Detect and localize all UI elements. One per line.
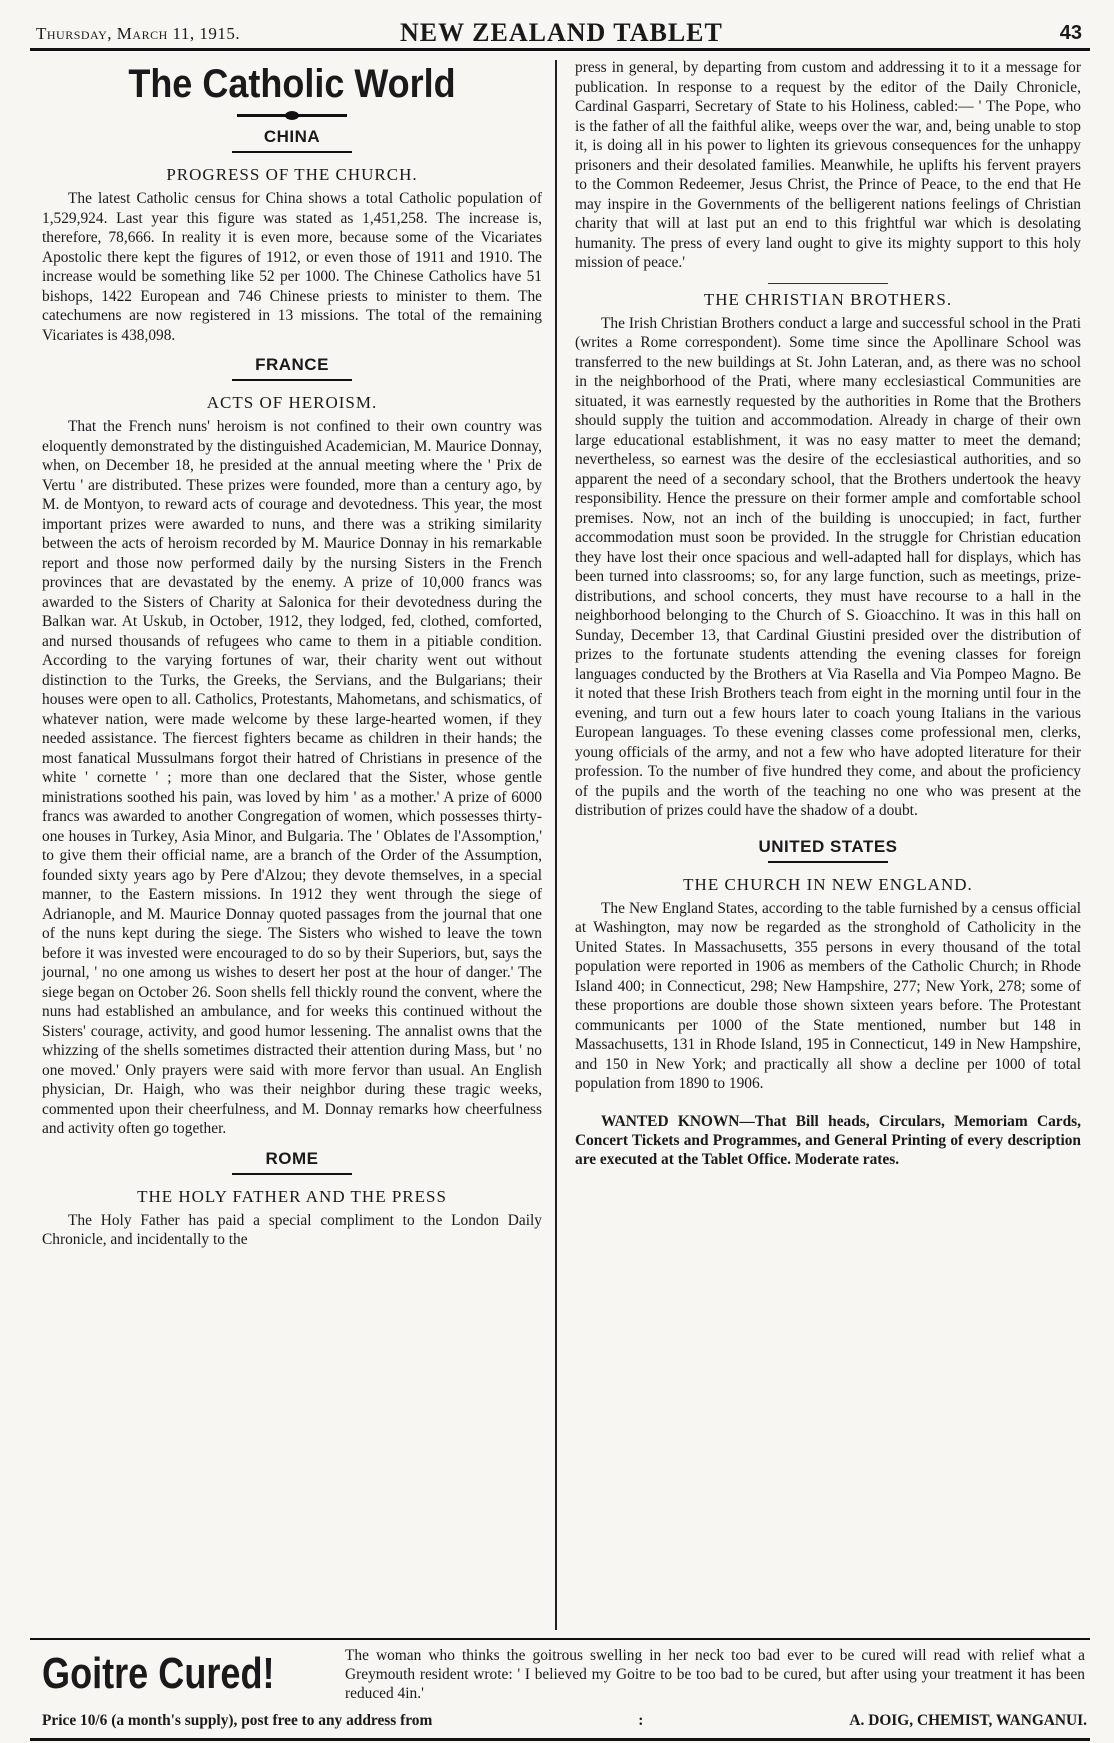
rome-article-title: THE HOLY FATHER AND THE PRESS	[137, 1186, 447, 1206]
goitre-ad-price-line	[42, 1712, 1087, 1730]
usa-heading: UNITED STATES	[758, 836, 898, 856]
rome-article-body-continued: press in general, by departing from custom and addressing it to it a message for publication. In response to a request by the editor of the Daily Chronicle, Cardinal Gasparri, Secretary of State to his Holiness, cabled:— ' The Pope, who is the father of all the faithful alike, weeps over the war, and, being unable to stop it, is doing all in his power to lighten its grievous consequences for the unhappy prisoners and their desolated families. Meanwhile, he uplifts his fervent prayers to the Common Redeemer, Jesus Christ, the Prince of Peace, to the end that He may inspire in the Governments of the belligerent nations feelings of Christian charity that will at last put an end to this frightful war which is desolating humanity. The press of every land ought to give its mighty support to this holy mission of peace.'	[575, 59, 1081, 271]
page-number: 43	[1059, 22, 1082, 44]
advertisement-top-rule	[30, 1638, 1090, 1640]
usa-article-title: THE CHURCH IN NEW ENGLAND.	[683, 874, 973, 894]
france-heading: FRANCE	[255, 355, 329, 374]
page-bottom-rule	[30, 1738, 1090, 1741]
article-divider	[768, 283, 888, 284]
goitre-ad-separator: :	[638, 1712, 644, 1729]
goitre-ad-vendor: A. DOIG, CHEMIST, WANGANUI.	[849, 1712, 1087, 1729]
goitre-ad-headline: Goitre Cured!	[42, 1649, 275, 1698]
right-column	[575, 58, 1081, 1184]
issue-date: Thursday, March 11, 1915.	[36, 24, 241, 43]
printing-advertisement: WANTED KNOWN—That Bill heads, Circulars, Memoriam Cards, Concert Tickets and Programmes, and General Printing of every description are executed at the Tablet Office. Moderate rates.	[575, 1112, 1081, 1168]
france-article-body: That the French nuns' heroism is not confined to their own country was eloquently demonstrated by the distinguished Academician, M. Maurice Donnay, when, on December 18, he presided at the annual meeting where the ' Prix de Vertu ' are distributed. These prizes were founded, more than a century ago, by M. de Montyon, to reward acts of courage and devotedness. This year, the most important prizes were awarded to nuns, and there was a striking similarity between the acts of heroism recorded by M. Maurice Donnay in his remarkable report and those now performed daily by the nursing Sisters in the French provinces that are devastated by the enemy. A prize of 10,000 francs was awarded to the Sisters of Charity at Salonica for their devotedness during the Balkan war. At Uskub, in October, 1912, they lodged, fed, clothed, comforted, and nursed thousands of refugees who came to them in a pitiable condition. According to the varying fortunes of war, their charity went out without distinction to the Turks, the Greeks, the Servians, and the Bulgarians; their houses were open to all. Catholics, Protestants, Mahometans, and schismatics, of whatever nation, were made welcome by these large-hearted women, if they needed assistance. The fiercest fighters became as children in their hands; the most fanatical Mussulmans forgot their hatred of Christians in presence of the white ' cornette ' ; more than one declared that the Sister, whose gentle ministrations soothed his pain, was loved by him ' as a mother.' A prize of 6000 francs was awarded to another Congregation of women, which possesses thirty-one houses in Turkey, Asia Minor, and Bulgaria. The ' Oblates de l'Assomption,' to give them their official name, are a branch of the Order of the Assumption, founded sixty years ago by Pere d'Alzou; they devote themselves, in a special manner, to the Eastern missions. In 1912 they went through the siege of Adrianople, and M. Maurice Donnay quoted passages from the journal that one of the nuns kept during the siege. The Sisters who wished to leave the town before it was invested were encouraged to do so by their Superiors, but, says the journal, ' no one among us wishes to desert her post at the hour of danger.' The siege began on October 26. Soon shells fell thickly round the convent, where the nuns had established an ambulance, and for weeks this continued without the Sisters' courage, activity, and good humor lessening. The annalist owns that the whizzing of the shells sometimes distracted their attention during Mass, but ' no one moved.' Only prayers were said with more fervor than usual. An English physician, Dr. Haigh, who was their neighbor during these tragic weeks, commented upon their cheerfulness, and M. Donnay remarks how cheerfulness and activity often go together.	[42, 418, 542, 1137]
usa-heading-rule	[768, 861, 888, 863]
paper-name: NEW ZEALAND TABLET	[400, 18, 723, 47]
section-title: The Catholic World	[128, 62, 456, 106]
france-heading-rule	[232, 379, 352, 381]
france-article-title: ACTS OF HEROISM.	[206, 393, 378, 412]
masthead	[30, 18, 1090, 51]
goitre-ad-price: Price 10/6 (a month's supply), post free to any address from	[42, 1712, 433, 1729]
brothers-article-title: THE CHRISTIAN BROTHERS.	[703, 289, 953, 309]
goitre-ad-text: The woman who thinks the goitrous swelling in her neck too bad ever to be cured will read with relief what a Greymouth resident wrote: ' I believed my Goitre to be too bad to be cured, but after using your treatment it has been reduced 4in.'	[345, 1647, 1085, 1702]
column-divider	[555, 60, 557, 1630]
china-heading-rule	[232, 151, 352, 153]
china-heading: CHINA	[263, 127, 321, 146]
rome-heading: ROME	[265, 1148, 319, 1168]
china-article-body: The latest Catholic census for China shows a total Catholic population of 1,529,924. Last year this figure was stated as 1,451,258. The increase is, therefore, 78,666. In reality it is even more, because some of the Vicariates Apostolic there kept the figures of 1912, or even those of 1911 and 1910. The increase would be something like 52 per 1000. The Chinese Catholics have 51 bishops, 1422 European and 746 Chinese priests to minister to them. The catechumens are now registered in 13 missions. The total of the remaining Vicariates is 438,098.	[42, 190, 542, 344]
brothers-article-body: The Irish Christian Brothers conduct a large and successful school in the Prati (writes a Rome correspondent). Some time since the Apollinare School was transferred to the new buildings at St. John Lateran, and, as there was no school in the neighborhood of the Prati, where many ecclesiastical Communities are situated, it was earnestly requested by the authorities in Rome that the Brothers should supply the tuition and accommodation. Already in charge of their own large educational establishment, it was no easy matter to meet the demand; nevertheless, so earnest was the desire of the ecclesiastical authorities, and so apparent the need of a secondary school, that the Brothers undertook the heavy responsibility. Hence the pressure on their former ample and comfortable school premises. Now, not an inch of the building is unoccupied; in fact, further accommodation must soon be provided. In the struggle for Christian education they have lost their once spacious and well-adapted hall for displays, which has been turned into classrooms; so, for any large function, such as meetings, prize-distributions, and school concerts, they must have recourse to a hall in the neighborhood belonging to the Church of S. Gioacchino. It was in this hall on Sunday, December 13, that Cardinal Giustini presided over the distribution of prizes to the fortunate students attending the evening classes for foreign languages conducted by the Brothers at Via Rasella and Via Pompeo Magno. Be it noted that these Irish Brothers teach from eight in the morning until four in the evening, and turn out a few hours later to coach young Italians in the various European languages. To these evening classes come professional men, clerks, young officials of the army, and not a few who have adopted literature for their profession. To the number of five hundred they come, and about the proficiency of the pupils and the worth of the teaching no one who was present at the distribution of prizes could have the shadow of a doubt.	[575, 314, 1081, 819]
rome-heading-rule	[232, 1173, 352, 1175]
left-column	[42, 58, 542, 1250]
china-article-title: PROGRESS OF THE CHURCH.	[166, 165, 418, 184]
rome-article-body-start: The Holy Father has paid a special compliment to the London Daily Chronicle, and incidentally to the	[42, 1211, 542, 1248]
title-ornament	[237, 114, 347, 117]
usa-article-body: The New England States, according to the table furnished by a census official at Washington, may now be regarded as the stronghold of Catholicity in the United States. In Massachusetts, 355 persons in every thousand of the total population were reported in 1906 as members of the Catholic Church; in Rhode Island 400; in Connecticut, 298; New Hampshire, 277; New York, 278; some of these proportions are double those shown sixteen years before. The Protestant communicants per 1000 of the State mentioned, number but 148 in Massachusetts, 131 in Rhode Island, 195 in Connecticut, 149 in New Hampshire, and 150 in New York; and practically all show a decline per 1000 of total population from 1890 to 1906.	[575, 899, 1081, 1092]
